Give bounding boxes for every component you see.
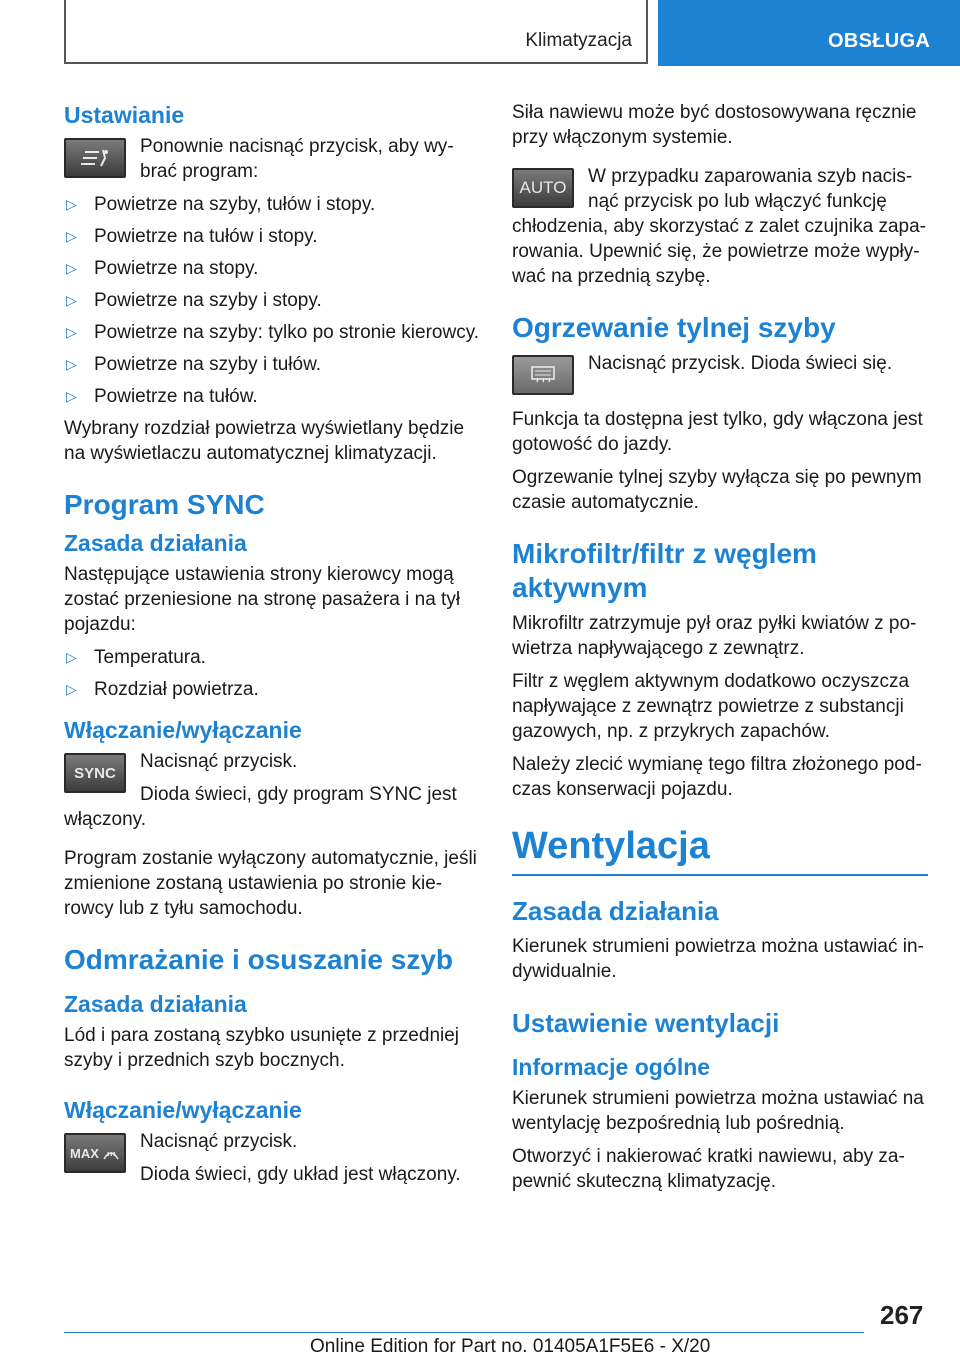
heading-vent-zasada: Zasada działania	[512, 896, 719, 926]
vent-heading-wrap	[512, 824, 928, 876]
auto-button-icon: AUTO	[512, 168, 574, 208]
section-title: Klimatyzacja	[525, 30, 632, 51]
left-column	[64, 100, 480, 1195]
heading-vent-info: Informacje ogólne	[512, 1054, 711, 1080]
rear-button-row	[512, 351, 928, 401]
list-item: ▷ Powietrze na tułów.	[66, 386, 258, 407]
heading-filter: Mikrofiltr/filtr z węglem aktywnym	[512, 538, 817, 603]
footer-edition: Online Edition for Part no. 01405A1F5E6 - X/20	[310, 1336, 711, 1357]
filter-t3: Należy zlecić wymianę tego filtra złożonego podczas konserwacji pojazdu.	[512, 754, 922, 800]
sync-button-icon: SYNC	[64, 753, 126, 793]
list-item: ▷ Powietrze na tułów i stopy.	[66, 226, 318, 247]
sync-button-row	[64, 749, 480, 840]
page-number: 267	[880, 1300, 924, 1330]
sync-text: Następujące ustawienia strony kierowcy mogą zostać przeniesione na stronę pasażera i na tył pojazdu:	[64, 564, 461, 635]
rear-t1: Funkcja ta dostępna jest tylko, gdy włączona jest gotowość do jazdy.	[512, 409, 923, 455]
header-box	[64, 0, 648, 64]
sync-list	[64, 645, 480, 702]
triangle-bullet-icon: ▷	[66, 388, 77, 404]
heading-defrost-zasada: Zasada działania	[64, 991, 247, 1017]
max-press: Nacisnąć przycisk.	[140, 1131, 298, 1152]
chapter-tab[interactable]: OBSŁUGA	[658, 0, 960, 66]
auto-button-row	[512, 164, 928, 297]
list-item: ▷ Powietrze na szyby, tułów i stopy.	[66, 194, 376, 215]
max-led: Dioda świeci, gdy układ jest włączony.	[140, 1164, 461, 1185]
heading-vent-settings: Ustawienie wentylacji	[512, 1008, 780, 1038]
max-defrost-button-icon: MAX	[64, 1133, 126, 1173]
triangle-bullet-icon: ▷	[66, 196, 77, 212]
defrost-text: Lód i para zostaną szybko usunięte z przedniej szyby i przednich szyb bocznych.	[64, 1025, 460, 1071]
list-item: ▷ Powietrze na szyby i tułów.	[66, 354, 322, 375]
rear-t2: Ogrzewanie tylnej szyby wyłącza się po pewnym czasie automatycznie.	[512, 467, 922, 513]
filter-t2: Filtr z węglem aktywnym dodatkowo oczyszcza napływające z zewnątrz powietrze z substancji gazowych, np. z przykrych zapachów.	[512, 671, 910, 742]
rear-press: Nacisnąć przycisk. Dioda świeci się.	[588, 353, 893, 374]
heading-sync-onoff: Włączanie/wyłączanie	[64, 717, 302, 743]
vent-info-t1: Kierunek strumieni powietrza można ustawiać na wentylację bezpośrednią lub pośrednią.	[512, 1088, 924, 1134]
heading-rear-window: Ogrzewanie tylnej szyby	[512, 312, 836, 343]
program-list	[64, 192, 480, 409]
triangle-bullet-icon: ▷	[66, 681, 77, 697]
footer-divider	[64, 1332, 864, 1333]
triangle-bullet-icon: ▷	[66, 356, 77, 372]
triangle-bullet-icon: ▷	[66, 228, 77, 244]
fog-text: W przypadku zaparowania szyb nacisnąć przycisk po lub włączyć funkcję chłodzenia, aby skorzystać z zalet czujnika zaparowania. Upewnić się, że powietrze może wypływać na przednią szybę.	[512, 166, 926, 287]
heading-ventilation: Wentylacja	[512, 825, 710, 867]
program-note: Wybrany rozdział powietrza wyświetlany będzie na wyświetlaczu automatycznej klimatyzacji.	[64, 418, 465, 464]
vent-info-t2: Otworzyć i nakierować kratki nawiewu, aby zapewnić skuteczną klimatyzację.	[512, 1146, 905, 1192]
heading-ustawianie: Ustawianie	[64, 102, 185, 128]
heading-sync-zasada: Zasada działania	[64, 530, 247, 556]
vent-zasada-text: Kierunek strumieni powietrza można ustawiać indywidualnie.	[512, 936, 924, 982]
program-intro: Ponownie nacisnąć przycisk, aby wybrać program:	[140, 136, 454, 182]
list-item: ▷ Temperatura.	[66, 647, 206, 668]
sync-auto-off: Program zostanie wyłączony automatycznie, jeśli zmienione zostaną ustawienia po stronie kierowcy lub z tyłu samochodu.	[64, 848, 477, 919]
list-item: ▷ Powietrze na szyby i stopy.	[66, 290, 322, 311]
triangle-bullet-icon: ▷	[66, 292, 77, 308]
sync-press: Nacisnąć przycisk.	[140, 751, 298, 772]
heading-defrost: Odmrażanie i osuszanie szyb	[64, 944, 454, 975]
program-button-row	[64, 134, 480, 192]
max-button-row	[64, 1129, 480, 1195]
filter-t1: Mikrofiltr zatrzymuje pył oraz pyłki kwiatów z powietrza napływającego z zewnątrz.	[512, 613, 917, 659]
manual-text: Siła nawiewu może być dostosowywana ręcznie przy włączonym systemie.	[512, 102, 917, 148]
right-column	[512, 100, 928, 1202]
triangle-bullet-icon: ▷	[66, 649, 77, 665]
sync-led: Dioda świeci, gdy program SYNC jest włączony.	[64, 784, 457, 830]
rear-defrost-button-icon	[512, 355, 574, 395]
list-item: ▷ Powietrze na stopy.	[66, 258, 259, 279]
heading-sync: Program SYNC	[64, 489, 265, 520]
triangle-bullet-icon: ▷	[66, 260, 77, 276]
list-item: ▷ Rozdział powietrza.	[66, 679, 259, 700]
triangle-bullet-icon: ▷	[66, 324, 77, 340]
list-item: ▷ Powietrze na szyby: tylko po stronie kierowcy.	[66, 322, 480, 343]
heading-defrost-onoff: Włączanie/wyłączanie	[64, 1097, 302, 1123]
air-distribution-button-icon	[64, 138, 126, 178]
